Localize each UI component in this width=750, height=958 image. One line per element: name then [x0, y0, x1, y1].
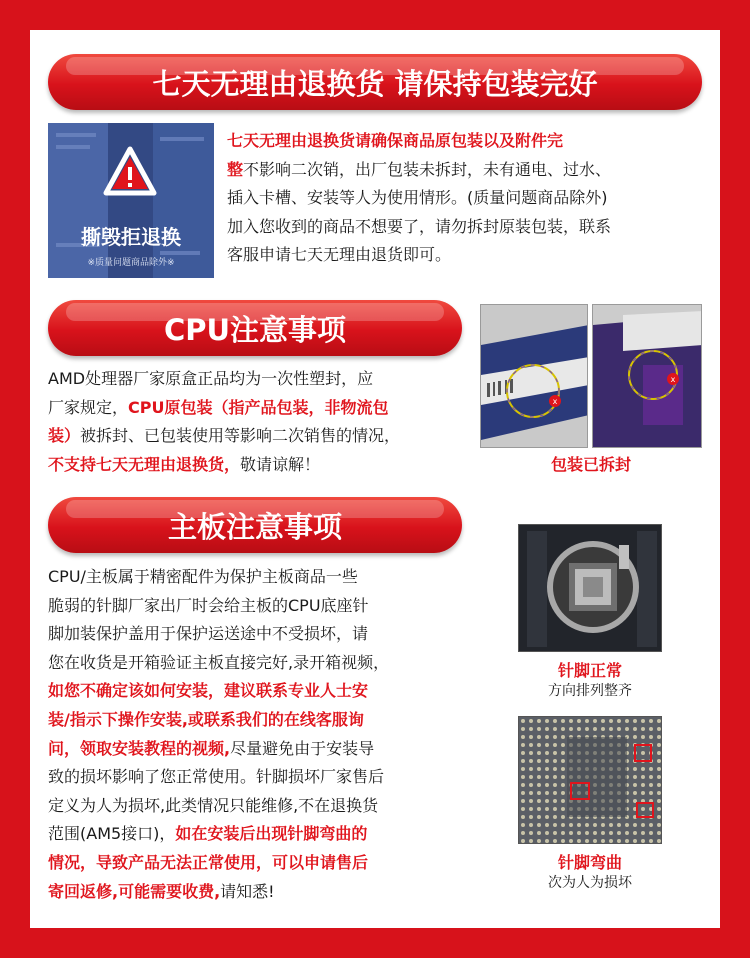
- opened-box-illustration-right: [593, 305, 702, 448]
- svg-text:x: x: [670, 375, 676, 384]
- cpu-notice-line-2: 厂家规定，CPU原包装（指产品包装，非物流包: [48, 397, 389, 417]
- cpu-notice-line-3: 装）被拆封、已包装使用等影响二次销售的情况，: [48, 426, 401, 446]
- svg-text:x: x: [552, 397, 558, 406]
- socket-bent-illustration: [519, 717, 662, 844]
- socket-normal-photo: [518, 524, 662, 652]
- motherboard-line-12: 寄回返修,可能需要收费,请知悉!: [48, 881, 275, 901]
- motherboard-notice-banner: [48, 497, 462, 553]
- motherboard-line-4: 您在收货是开箱验证主板直接完好,录开箱视频，: [48, 652, 390, 672]
- socket-bent-photo: [518, 716, 662, 844]
- opened-box-illustration-left: [481, 305, 588, 448]
- opened-box-photo-right: [592, 304, 702, 448]
- return-policy-banner: [48, 54, 702, 110]
- torn-seal-stamp-text: 撕毁拒退换: [81, 225, 181, 249]
- cpu-notice-text: [48, 365, 478, 479]
- socket-bent-caption: 针脚弯曲: [557, 853, 622, 872]
- opened-box-caption: 包装已拆封: [550, 455, 631, 474]
- motherboard-line-8: 致的损坏影响了您正常使用。针脚损坏厂家售后: [48, 767, 385, 787]
- content-frame: [30, 30, 720, 928]
- cpu-notice-banner: [48, 300, 462, 356]
- cpu-notice-line-1: AMD处理器厂家原盒正品均为一次性塑封，应: [48, 369, 374, 388]
- cpu-notice-line-4: 不支持七天无理由退换货，敬请谅解！: [48, 454, 321, 474]
- motherboard-line-1: CPU/主板属于精密配件为保护主板商品一些: [48, 567, 358, 586]
- torn-seal-photo: [48, 123, 214, 278]
- return-policy-line-2: 整不影响二次销，出厂包装未拆封，未有通电、过水、: [227, 159, 612, 179]
- return-policy-line-3: 插入卡槽、安装等人为使用情形。(质量问题商品除外): [227, 188, 608, 208]
- cpu-notice-title: CPU注意事项: [163, 312, 347, 347]
- socket-normal-subcaption: 方向排列整齐: [548, 683, 632, 699]
- socket-normal-caption: 针脚正常: [557, 661, 622, 680]
- return-policy-line-5: 客服申请七天无理由退货即可。: [227, 245, 452, 265]
- motherboard-line-6: 装/指示下操作安装,或联系我们的在线客服询: [48, 709, 364, 729]
- return-policy-title: 七天无理由退换货 请保持包装完好: [152, 66, 598, 101]
- motherboard-line-5: 如您不确定该如何安装，建议联系专业人士安: [48, 681, 369, 701]
- return-policy-text: [227, 127, 707, 270]
- motherboard-line-11: 情况，导致产品无法正常使用，可以申请售后: [48, 852, 369, 872]
- motherboard-line-2: 脆弱的针脚厂家出厂时会给主板的CPU底座针: [48, 595, 369, 615]
- motherboard-line-7: 问，领取安装教程的视频,尽量避免由于安装导: [48, 738, 375, 758]
- motherboard-line-10: 范围(AM5接口)，如在安装后出现针脚弯曲的: [48, 824, 368, 844]
- opened-box-photo-left: [480, 304, 588, 448]
- socket-bent-subcaption: 次为人为损坏: [548, 875, 632, 891]
- motherboard-line-3: 脚加装保护盖用于保护运送途中不受损坏，请: [48, 624, 369, 644]
- motherboard-notice-title: 主板注意事项: [167, 509, 342, 544]
- motherboard-notice-text: [48, 563, 498, 906]
- return-policy-line-1: 七天无理由退换货请确保商品原包装以及附件完: [227, 131, 564, 150]
- return-policy-line-4: 加入您收到的商品不想要了，请勿拆封原装包装，联系: [227, 216, 612, 236]
- socket-normal-illustration: [519, 525, 662, 652]
- torn-seal-stamp-subtext: ※质量问题商品除外※: [87, 258, 175, 268]
- motherboard-line-9: 定义为人为损坏,此类情况只能维修,不在退换货: [48, 795, 379, 815]
